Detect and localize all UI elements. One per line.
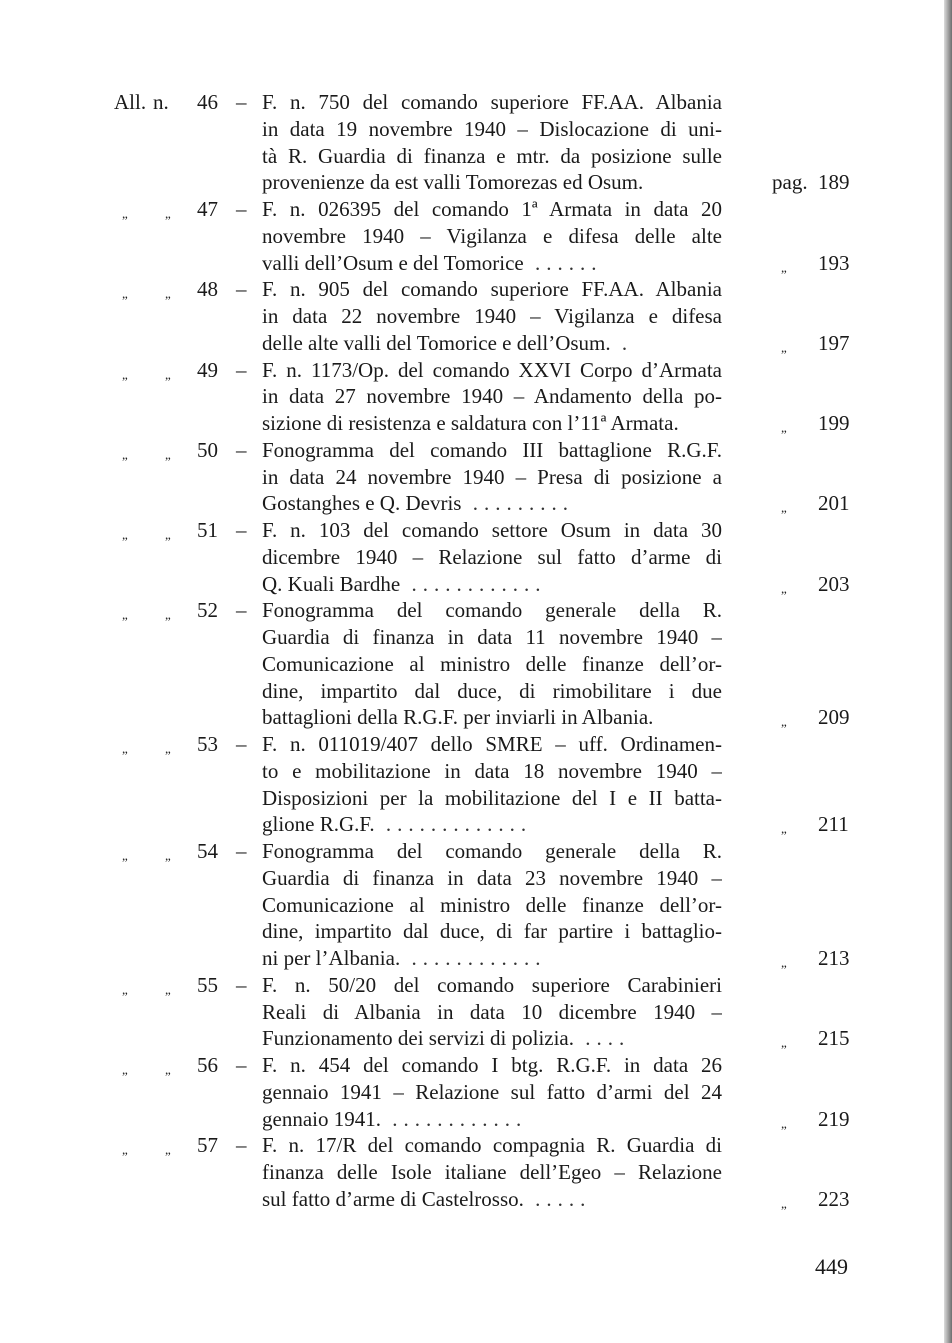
entry-page: 223 xyxy=(818,1186,850,1211)
toc-line xyxy=(0,838,952,865)
entry-number: 47 xyxy=(197,197,218,221)
toc-line xyxy=(0,999,952,1026)
entry-page: 199 xyxy=(818,411,850,435)
toc-line xyxy=(0,1106,952,1133)
ditto-mark: „ xyxy=(165,741,171,756)
entry-page: 211 xyxy=(818,812,849,837)
ditto-mark: „ xyxy=(122,741,128,756)
ditto-mark: „ xyxy=(165,1062,171,1077)
ditto-mark: „ xyxy=(781,500,787,516)
entry-text: gennaio 1941. ............ xyxy=(262,1106,528,1131)
page-label: pag. xyxy=(772,170,808,195)
toc-line xyxy=(0,437,952,464)
leader-dots: ............ xyxy=(380,1106,528,1131)
ditto-mark: „ xyxy=(122,981,128,997)
page-number: 449 xyxy=(815,1254,848,1279)
entry-dash: – xyxy=(236,1053,247,1077)
toc-line xyxy=(0,89,952,116)
entry-text: F. n. 17/R del comando compagnia R. Guardia di xyxy=(262,1133,722,1158)
toc-line xyxy=(0,383,952,410)
toc-line xyxy=(0,918,952,945)
toc-line xyxy=(0,651,952,678)
entry-text: Guardia di finanza in data 11 novembre 1940 – xyxy=(262,625,722,649)
toc-line xyxy=(0,330,952,357)
entry-text: finanza delle Isole italiane dell’Egeo – Relazione xyxy=(262,1160,722,1184)
entry-text: in data 24 novembre 1940 – Presa di posizione a xyxy=(262,464,722,489)
entry-text: Fonogramma del comando generale della R. xyxy=(262,598,722,623)
entry-text: F. n. 454 del comando I btg. R.G.F. in data 26 xyxy=(262,1053,722,1077)
entry-text: Q. Kuali Bardhe ............ xyxy=(262,571,547,596)
entry-page: 209 xyxy=(818,705,850,730)
entry-text: in data 19 novembre 1940 – Dislocazione di uni- xyxy=(262,116,722,141)
leader-dots: ............ xyxy=(400,946,547,970)
toc-line xyxy=(0,1052,952,1079)
entry-text: Reali di Albania in data 10 dicembre 1940 – xyxy=(262,999,722,1024)
ditto-mark: „ xyxy=(781,1115,787,1131)
entry-dash: – xyxy=(236,1133,247,1158)
ditto-mark: „ xyxy=(781,821,787,837)
entry-text: in data 22 novembre 1940 – Vigilanza e difesa xyxy=(262,304,722,328)
leader-dots: ......... xyxy=(461,491,574,516)
entry-page: 213 xyxy=(818,946,850,970)
toc-line xyxy=(0,116,952,143)
toc-line xyxy=(0,357,952,384)
entry-page: 219 xyxy=(818,1106,850,1131)
ditto-mark: „ xyxy=(165,1142,171,1158)
entry-number: 55 xyxy=(197,972,218,997)
entry-text: Fonogramma del comando generale della R. xyxy=(262,839,722,863)
ditto-mark: „ xyxy=(122,607,128,623)
toc-line xyxy=(0,169,952,196)
ditto-mark: „ xyxy=(165,206,171,221)
entry-text: glione R.G.F. ............. xyxy=(262,812,533,837)
toc-line xyxy=(0,490,952,517)
ditto-mark: „ xyxy=(781,420,787,435)
ditto-mark: „ xyxy=(781,714,787,730)
entry-text: tà R. Guardia di finanza e mtr. da posizione sulle xyxy=(262,143,722,168)
toc-line xyxy=(0,624,952,651)
entry-dash: – xyxy=(236,598,247,623)
entry-dash: – xyxy=(236,972,247,997)
entry-dash: – xyxy=(236,277,247,302)
ditto-mark: „ xyxy=(122,527,128,542)
ditto-mark: „ xyxy=(122,286,128,302)
toc-line xyxy=(0,1186,952,1213)
ditto-mark: „ xyxy=(781,955,787,970)
toc-line xyxy=(0,597,952,624)
entry-text: Comunicazione al ministro delle finanze dell’or- xyxy=(262,892,722,917)
entry-text: ni per l’Albania. ............ xyxy=(262,946,547,970)
toc-line xyxy=(0,785,952,812)
entry-text: dine, impartito dal duce, di far partire i battaglio- xyxy=(262,919,722,944)
ditto-mark: „ xyxy=(122,1142,128,1158)
entry-number: 53 xyxy=(197,732,218,756)
entry-page: 193 xyxy=(818,250,850,275)
toc-line xyxy=(0,250,952,277)
entry-dash: – xyxy=(236,437,247,462)
entry-number: 57 xyxy=(197,1133,218,1158)
leader-dots: ............ xyxy=(400,571,547,596)
entry-dash: – xyxy=(236,732,247,756)
entry-text: sizione di resistenza e saldatura con l’11ª Armata. xyxy=(262,411,679,435)
ditto-mark: „ xyxy=(165,527,171,542)
entry-dash: – xyxy=(236,518,247,542)
leader-dots: ............. xyxy=(374,812,533,837)
entry-text: Guardia di finanza in data 23 novembre 1940 – xyxy=(262,865,722,890)
entry-text: provenienze da est valli Tomorezas ed Osum. xyxy=(262,170,644,195)
entry-text: sul fatto d’arme di Castelrosso. ..... xyxy=(262,1186,592,1211)
entry-page: 215 xyxy=(818,1026,850,1051)
toc-line xyxy=(0,196,952,223)
entry-page: 189 xyxy=(818,170,850,195)
entry-dash: – xyxy=(236,197,247,221)
ditto-mark: „ xyxy=(781,1035,787,1051)
ditto-mark: „ xyxy=(165,286,171,302)
toc-line xyxy=(0,892,952,919)
entry-text: valli dell’Osum e del Tomorice ...... xyxy=(262,250,603,275)
entry-text: battaglioni della R.G.F. per inviarli in Albania. xyxy=(262,705,654,730)
toc-line xyxy=(0,1079,952,1106)
toc-line xyxy=(0,223,952,250)
ditto-mark: „ xyxy=(122,848,128,863)
toc-line xyxy=(0,464,952,491)
toc-line xyxy=(0,517,952,544)
toc-line xyxy=(0,811,952,838)
toc-line xyxy=(0,544,952,571)
toc-line xyxy=(0,1159,952,1186)
leader-dots: .... xyxy=(574,1026,631,1051)
entry-page: 197 xyxy=(818,330,850,355)
entry-number: 54 xyxy=(197,839,218,863)
ditto-mark: „ xyxy=(165,607,171,623)
entry-number: 46 xyxy=(197,90,218,114)
entry-text: F. n. 750 del comando superiore FF.AA. Albania xyxy=(262,90,722,114)
ditto-mark: „ xyxy=(122,366,128,382)
entry-number: 51 xyxy=(197,518,218,542)
entry-number: 52 xyxy=(197,598,218,623)
entry-text: F. n. 50/20 del comando superiore Carabinieri xyxy=(262,972,722,997)
ditto-mark: „ xyxy=(122,1062,128,1077)
entry-text: F. n. 1173/Op. del comando XXVI Corpo d’Armata xyxy=(262,357,722,382)
entry-text: delle alte valli del Tomorice e dell’Osum. . xyxy=(262,330,634,355)
entry-text: dicembre 1940 – Relazione sul fatto d’arme di xyxy=(262,544,722,569)
entry-text: Fonogramma del comando III battaglione R.G.F. xyxy=(262,437,722,462)
toc-line xyxy=(0,678,952,705)
entry-number: 50 xyxy=(197,437,218,462)
ditto-mark: „ xyxy=(781,259,787,275)
entry-page: 203 xyxy=(818,571,850,596)
entry-dash: – xyxy=(236,839,247,863)
toc-line xyxy=(0,945,952,972)
leader-dots: ..... xyxy=(523,1186,592,1211)
entry-text: Comunicazione al ministro delle finanze dell’or- xyxy=(262,651,722,676)
entry-text: dine, impartito dal duce, di rimobilitare i due xyxy=(262,678,722,703)
entry-text: F. n. 103 del comando settore Osum in data 30 xyxy=(262,518,722,542)
entry-text: F. n. 905 del comando superiore FF.AA. Albania xyxy=(262,277,722,302)
ditto-mark: „ xyxy=(165,366,171,382)
ditto-mark: „ xyxy=(122,446,128,462)
toc-line xyxy=(0,303,952,330)
toc-line xyxy=(0,758,952,785)
entry-text: to e mobilitazione in data 18 novembre 1940 – xyxy=(262,758,722,783)
entry-number: 56 xyxy=(197,1053,218,1077)
ditto-mark: „ xyxy=(122,206,128,221)
entry-text: F. n. 026395 del comando 1ª Armata in data 20 xyxy=(262,197,722,221)
toc-line xyxy=(0,731,952,758)
allegato-label: All. xyxy=(114,90,147,114)
entry-text: gennaio 1941 – Relazione sul fatto d’armi del 24 xyxy=(262,1079,722,1104)
entry-page: 201 xyxy=(818,491,850,516)
entry-text: Disposizioni per la mobilitazione del I e II batta- xyxy=(262,785,722,810)
ditto-mark: „ xyxy=(165,446,171,462)
ditto-mark: „ xyxy=(781,1195,787,1211)
numero-label: n. xyxy=(153,90,169,114)
toc-line xyxy=(0,143,952,170)
entry-text: in data 27 novembre 1940 – Andamento della po- xyxy=(262,384,722,409)
leader-dots: ...... xyxy=(523,250,603,275)
entry-number: 48 xyxy=(197,277,218,302)
entry-dash: – xyxy=(236,357,247,382)
toc-line xyxy=(0,972,952,999)
entry-dash: – xyxy=(236,90,247,114)
toc-line xyxy=(0,276,952,303)
entry-text: novembre 1940 – Vigilanza e difesa delle alte xyxy=(262,223,722,248)
toc-line xyxy=(0,571,952,598)
toc-line xyxy=(0,1132,952,1159)
ditto-mark: „ xyxy=(781,580,787,596)
toc-line xyxy=(0,410,952,437)
ditto-mark: „ xyxy=(781,339,787,355)
toc-line xyxy=(0,865,952,892)
entry-text: Gostanghes e Q. Devris ......... xyxy=(262,491,574,516)
toc-line xyxy=(0,1025,952,1052)
leader-dots: . xyxy=(610,330,634,355)
ditto-mark: „ xyxy=(165,848,171,863)
entry-number: 49 xyxy=(197,357,218,382)
toc-line xyxy=(0,704,952,731)
entry-text: F. n. 011019/407 dello SMRE – uff. Ordinamen- xyxy=(262,732,722,756)
entry-text: Funzionamento dei servizi di polizia. .... xyxy=(262,1026,631,1051)
ditto-mark: „ xyxy=(165,981,171,997)
